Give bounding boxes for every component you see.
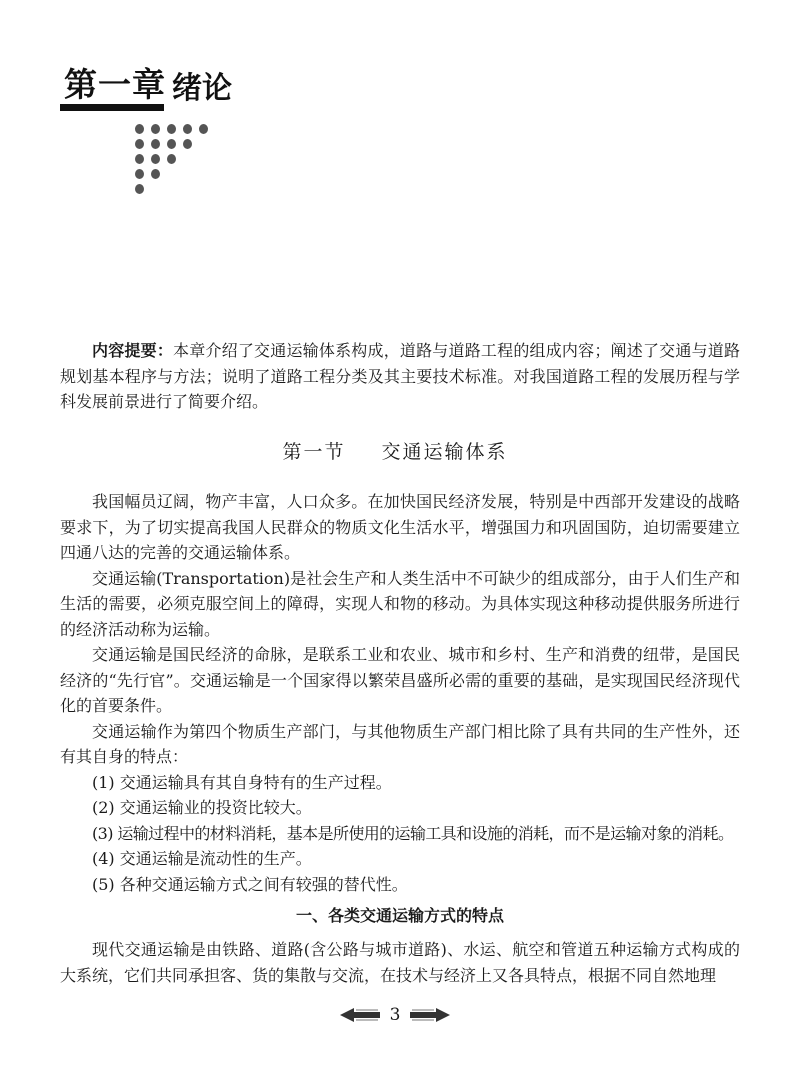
list-item: (3) 运输过程中的材料消耗，基本是所使用的运输工具和设施的消耗，而不是运输对象的消耗。 [92, 823, 734, 843]
chapter-title: 绪论 [172, 71, 232, 106]
paragraph: 现代交通运输是由铁路、道路(含公路与城市道路)、水运、航空和管道五种运输方式构成的大系统，它们共同承担客、货的集散与交流，在技术与经济上又各具特点，根据不同自然地理 [60, 940, 740, 985]
decoration-dot [135, 154, 144, 164]
decoration-dot [167, 124, 176, 134]
paragraph: 交通运输作为第四个物质生产部门，与其他物质生产部门相比除了具有共同的生产性外，还有其自身的特点： [60, 721, 740, 766]
decoration-dot [151, 139, 160, 149]
page-footer [0, 1004, 790, 1026]
page-number: 3 [389, 1005, 401, 1025]
left-arrow-icon [340, 1008, 380, 1022]
section-title: 交通运输体系 [381, 441, 508, 463]
abstract-label: 内容提要： [92, 341, 174, 360]
chapter-underline [60, 104, 164, 111]
list-item: (2) 交通运输业的投资比较大。 [92, 798, 312, 817]
decoration-dot [135, 139, 144, 149]
decoration-dot [167, 154, 176, 164]
decoration-dot [151, 169, 160, 179]
subsection-heading: 一、各类交通运输方式的特点 [295, 906, 504, 925]
list-item: (5) 各种交通运输方式之间有较强的替代性。 [92, 874, 408, 894]
list-item: (1) 交通运输具有其自身特有的生产过程。 [92, 772, 392, 792]
decoration-dot [183, 124, 192, 134]
chapter-abstract [60, 338, 740, 415]
decoration-dot [199, 124, 208, 134]
decoration-dot [135, 169, 144, 179]
decoration-dot [151, 124, 160, 134]
paragraph: 交通运输(Transportation)是社会生产和人类生活中不可缺少的组成部分，由于人们生产和生活的需要，必须克服空间上的障碍，实现人和物的移动。为具体实现这种移动提供服务所进行的经济活动称为运输。 [60, 568, 740, 639]
paragraph: 交通运输是国民经济的命脉，是联系工业和农业、城市和乡村、生产和消费的纽带，是国民经济的“先行官”。交通运输是一个国家得以繁荣昌盛所必需的重要的基础，是实现国民经济现代化的首要条件。 [60, 645, 740, 715]
paragraph: 我国幅员辽阔，物产丰富，人口众多。在加快国民经济发展，特别是中西部开发建设的战略要求下，为了切实提高我国人民群众的物质文化生活水平，增强国力和巩固国防，迫切需要建立四通八达的完善的交通运输体系。 [60, 492, 740, 562]
decoration-dot [135, 184, 144, 194]
decoration-dot [135, 124, 144, 134]
list-item: (4) 交通运输是流动性的生产。 [92, 849, 312, 868]
abstract-text: 本章介绍了交通运输体系构成，道路与道路工程的组成内容；阐述了交通与道路规划基本程序与方法；说明了道路工程分类及其主要技术标准。对我国道路工程的发展历程与学科发展前景进行了简要介绍。 [60, 341, 740, 411]
right-arrow-icon [410, 1008, 450, 1022]
chapter-label: 第一章 [64, 65, 166, 104]
decoration-dot [183, 139, 192, 149]
section-number: 第一节 [282, 441, 346, 463]
section-heading [0, 438, 790, 466]
decorative-dot-pattern [135, 124, 215, 196]
decoration-dot [151, 154, 160, 164]
decoration-dot [167, 139, 176, 149]
body-text [60, 489, 740, 988]
